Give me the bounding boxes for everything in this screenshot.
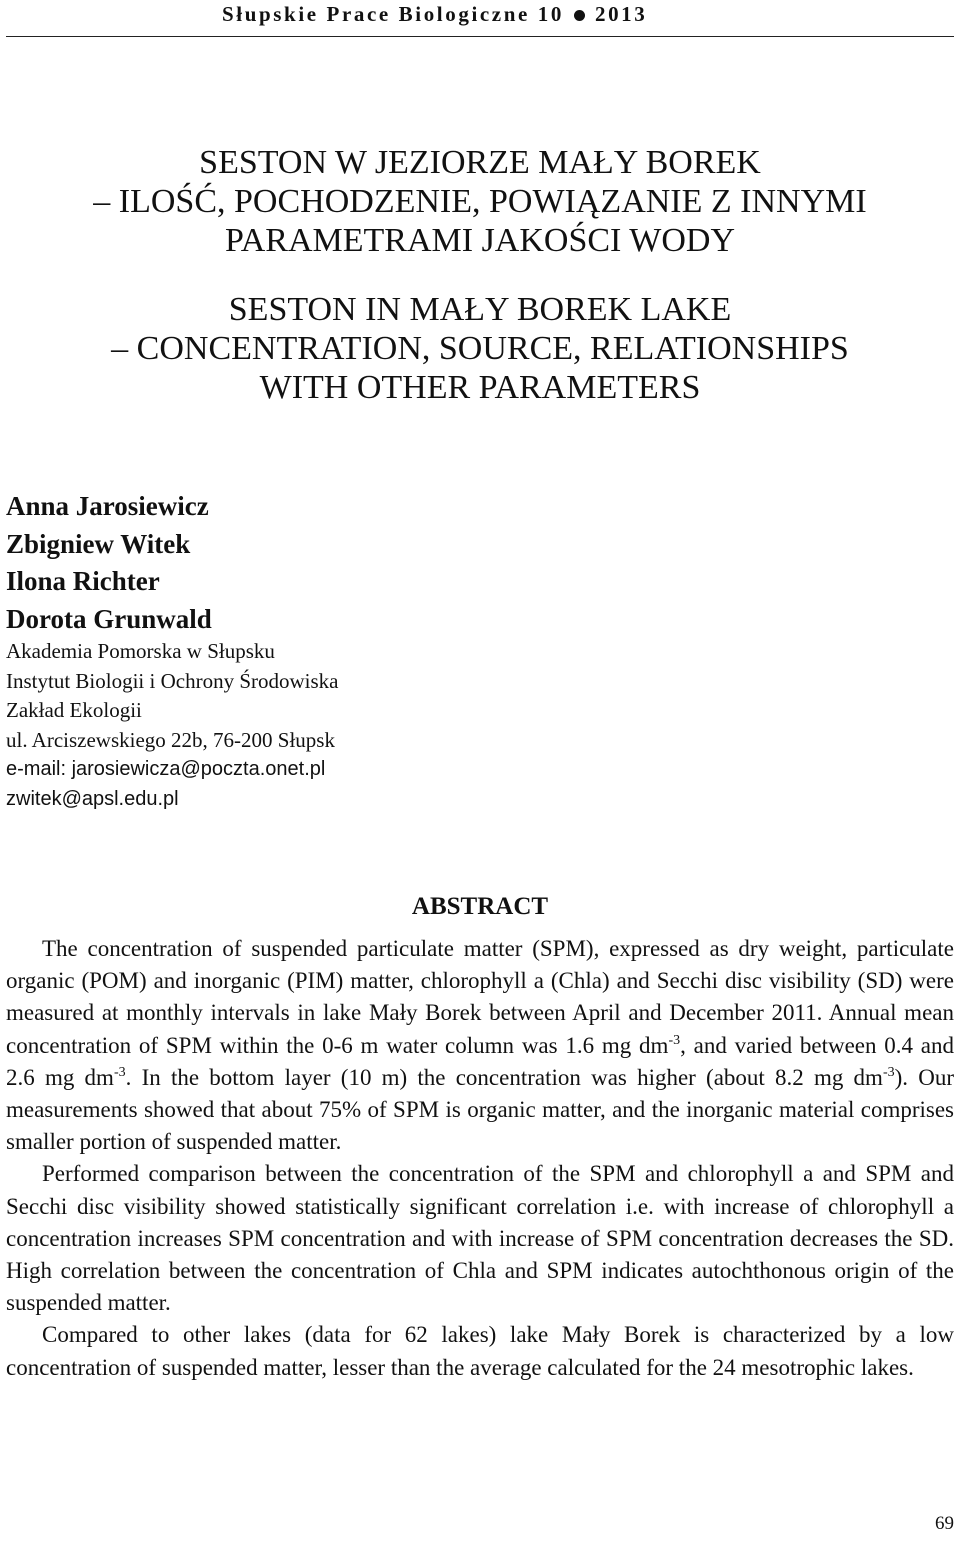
email-primary[interactable]: e-mail: jarosiewicza@poczta.onet.pl: [6, 758, 326, 780]
department: Zakład Ekologii: [6, 698, 142, 722]
header-rule: [6, 36, 954, 37]
page-number: 69: [935, 1513, 954, 1534]
title-en-line: – CONCENTRATION, SOURCE, RELATIONSHIPS: [111, 330, 849, 367]
running-head: [0, 0, 960, 40]
author-name: Ilona Richter: [6, 566, 160, 596]
journal-name: Słupskie Prace Biologiczne: [222, 2, 530, 26]
abstract-text: The concentration of suspended particulate matter (SPM), expressed as dry weight, particulate organic (POM) and inorganic (PIM) matter, chlorophyll a (Chla) and Secchi disc visibility (SD) were measured at monthly intervals in lake Mały Borek between April and December 2011. Annual mean concentration of SPM within the 0-6 m water column was 1.6 mg dm: [6, 936, 954, 1058]
abstract-paragraph: Performed comparison between the concentration of the SPM and chlorophyll a and SPM and Secchi disc visibility showed statistically significant correlation i.e. with increase of chlorophyll a concentration increases SPM concentration and with increase of SPM concentration decreases the SD. High correlation between the concentration of Chla and SPM indicates autochthonous origin of the suspended matter.: [6, 1161, 954, 1316]
affiliation: [6, 637, 339, 814]
journal-citation: [222, 2, 647, 27]
abstract-paragraph: Compared to other lakes (data for 62 lakes) lake Mały Borek is characterized by a low concentration of suspended matter, lesser than the average calculated for the 24 mesotrophic lakes.: [6, 1322, 954, 1380]
email-secondary[interactable]: zwitek@apsl.edu.pl: [6, 787, 179, 810]
superscript: -3: [668, 1032, 681, 1048]
bullet-separator-icon: [574, 10, 585, 21]
superscript: -3: [882, 1064, 895, 1080]
title-en-line: WITH OTHER PARAMETERS: [259, 369, 701, 406]
institution: Akademia Pomorska w Słupsku: [6, 639, 275, 663]
title-polish: [0, 143, 960, 260]
institute: Instytut Biologii i Ochrony Środowiska: [6, 668, 339, 693]
abstract-text: , and varied between 0.4 and 2.6 mg dm: [6, 1032, 954, 1090]
journal-volume: 10: [537, 2, 564, 26]
title-english: [0, 290, 960, 407]
abstract-text: . In the bottom layer (10 m) the concentration was higher (about 8.2 mg dm: [125, 1064, 883, 1090]
abstract-paragraph: [6, 933, 954, 1158]
title-pl-line: SESTON W JEZIORZE MAŁY BOREK: [199, 144, 761, 181]
author-name: Dorota Grunwald: [6, 603, 212, 634]
title-pl-line: – ILOŚĆ, POCHODZENIE, POWIĄZANIE Z INNYMI: [93, 183, 867, 220]
superscript: -3: [113, 1064, 126, 1080]
title-en-line: SESTON IN MAŁY BOREK LAKE: [228, 291, 732, 328]
author-name: Zbigniew Witek: [6, 528, 191, 559]
abstract-text: ). Our measurements showed that about 75% of SPM is organic matter, and the inorganic material comprises smaller portion of suspended matter.: [6, 1064, 954, 1155]
address: ul. Arciszewskiego 22b, 76-200 Słupsk: [6, 727, 335, 752]
abstract-body: [6, 933, 954, 1384]
author-list: [6, 488, 212, 638]
author-name: Anna Jarosiewicz: [6, 491, 209, 521]
abstract-heading: ABSTRACT: [411, 892, 549, 920]
title-pl-line: PARAMETRAMI JAKOŚCI WODY: [224, 222, 736, 259]
journal-year: 2013: [594, 2, 648, 26]
